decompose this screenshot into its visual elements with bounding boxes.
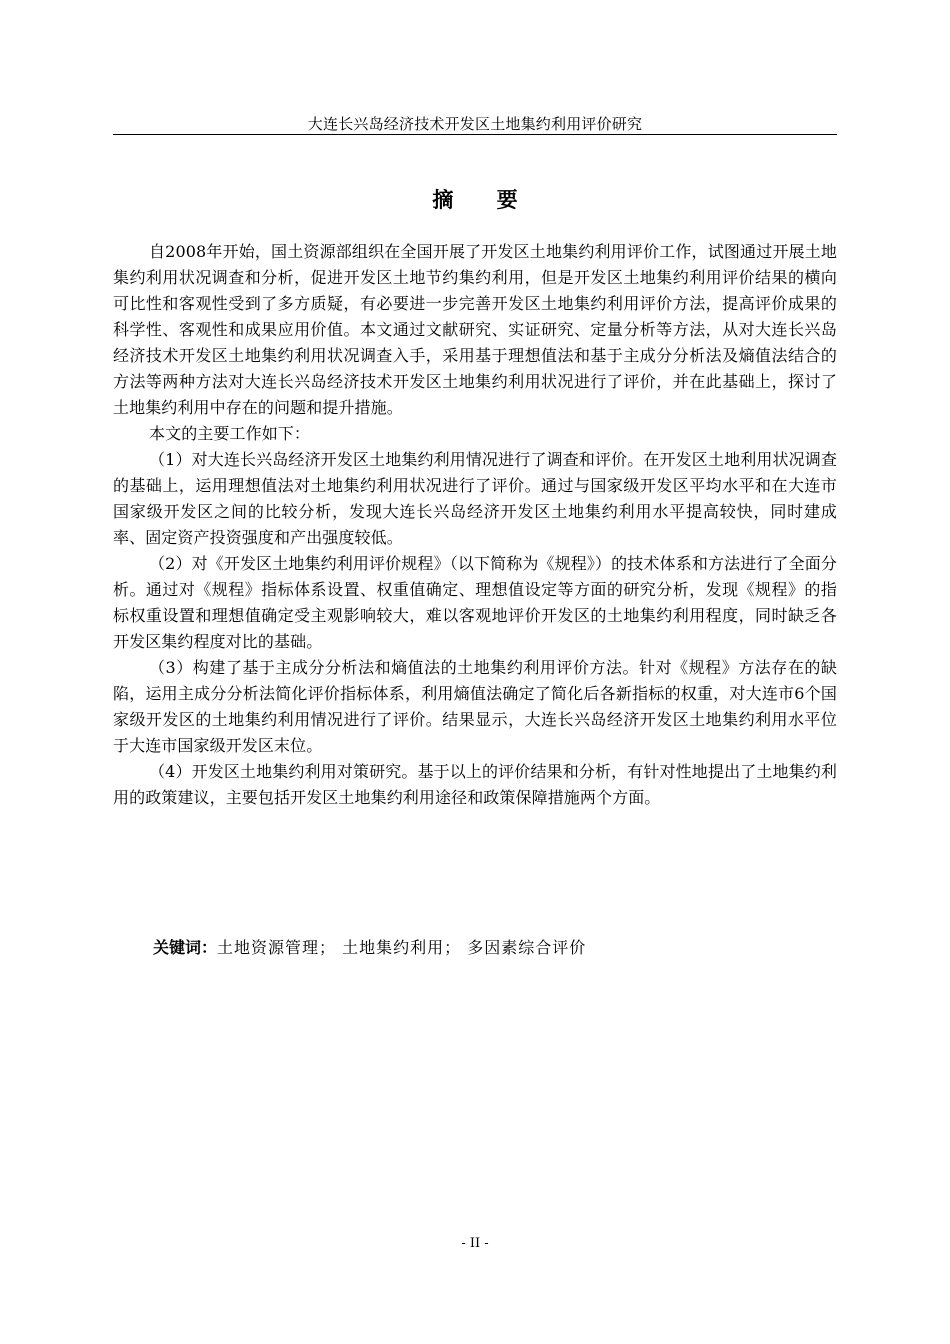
header-rule: [113, 134, 837, 135]
keywords-text: 土地资源管理； 土地集约利用； 多因素综合评价: [217, 938, 587, 957]
abstract-body: [113, 239, 837, 811]
abstract-paragraph: 本文的主要工作如下：: [149, 424, 311, 443]
keywords-label: 关键词：: [153, 938, 218, 957]
abstract-paragraph: （1）对大连长兴岛经济开发区土地集约利用情况进行了调查和评价。在开发区土地利用状况调查的基础上，运用理想值法对土地集约利用状况进行了评价。通过与国家级开发区平均水平和在大连市国家级开发区之间的比较分析，发现大连长兴岛经济开发区土地集约利用水平提高较快，同时建成率、固定资产投资强度和产出强度较低。: [113, 450, 837, 547]
abstract-paragraph: （3）构建了基于主成分分析法和熵值法的土地集约利用评价方法。针对《规程》方法存在的缺陷，运用主成分分析法简化评价指标体系，利用熵值法确定了简化后各新指标的权重，对大连市6个国家级开发区的土地集约利用情况进行了评价。结果显示，大连长兴岛经济开发区土地集约利用水平位于大连市国家级开发区末位。: [113, 658, 837, 755]
abstract-title: 摘 要: [432, 188, 536, 212]
keywords-line: [153, 935, 837, 961]
page-number: - II -: [461, 1236, 489, 1251]
running-header: 大连长兴岛经济技术开发区土地集约利用评价研究: [307, 115, 643, 133]
abstract-paragraph: （2）对《开发区土地集约利用评价规程》（以下简称为《规程》）的技术体系和方法进行了全面分析。通过对《规程》指标体系设置、权重值确定、理想值设定等方面的研究分析，发现《规程》的指标权重设置和理想值确定受主观影响较大，难以客观地评价开发区的土地集约利用程度，同时缺乏各开发区集约程度对比的基础。: [113, 554, 837, 651]
abstract-paragraph: 自2008年开始，国土资源部组织在全国开展了开发区土地集约利用评价工作，试图通过开展土地集约利用状况调查和分析，促进开发区土地节约集约利用，但是开发区土地集约利用评价结果的横向可比性和客观性受到了多方质疑，有必要进一步完善开发区土地集约利用评价方法，提高评价成果的科学性、客观性和成果应用价值。本文通过文献研究、实证研究、定量分析等方法，从对大连长兴岛经济技术开发区土地集约利用状况调查入手，采用基于理想值法和基于主成分分析法及熵值法结合的方法等两种方法对大连长兴岛经济技术开发区土地集约利用状况进行了评价，并在此基础上，探讨了土地集约利用中存在的问题和提升措施。: [113, 242, 837, 417]
abstract-paragraph: （4）开发区土地集约利用对策研究。基于以上的评价结果和分析，有针对性地提出了土地集约利用的政策建议，主要包括开发区土地集约利用途径和政策保障措施两个方面。: [113, 762, 837, 807]
